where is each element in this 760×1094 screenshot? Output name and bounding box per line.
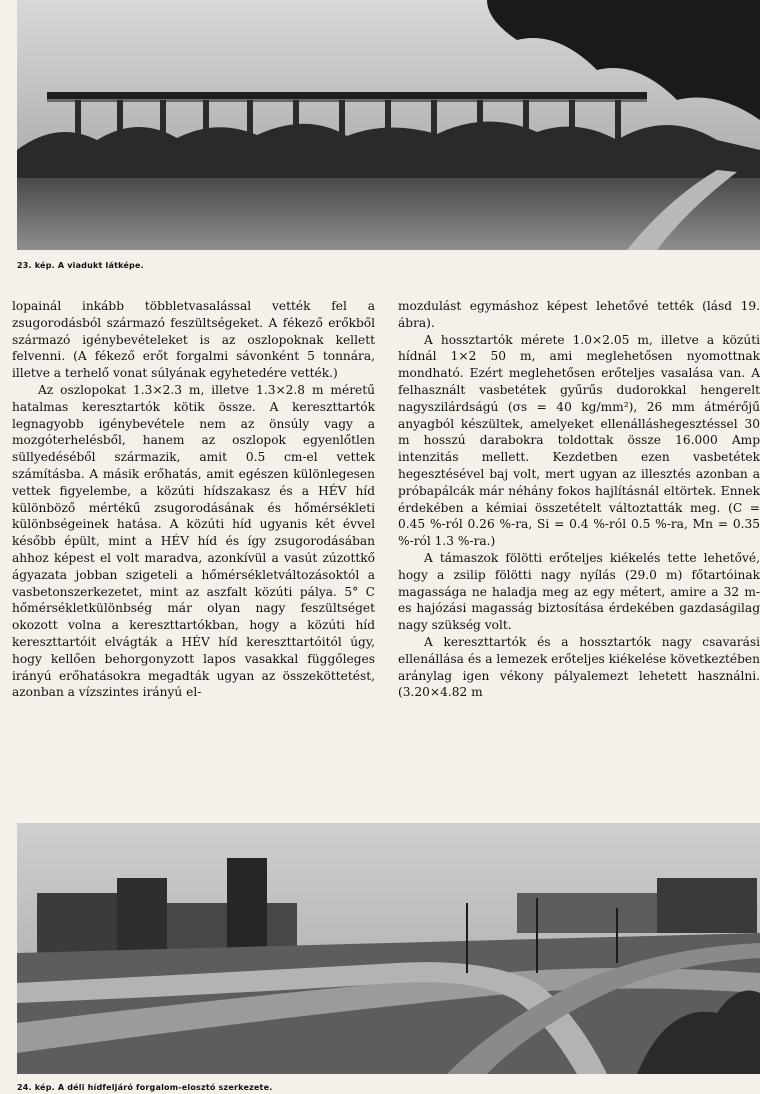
interchange-photo <box>17 823 760 1074</box>
paragraph: mozdulást egymáshoz képest lehetővé tették (lásd 19. ábra). <box>398 299 760 330</box>
figure-caption: 24. kép. A déli hídfeljáró forgalom-elosztó szerkezete. <box>17 1083 273 1092</box>
paragraph: Az oszlopokat 1.3×2.3 m, illetve 1.3×2.8 m méretű hatalmas keresztartók kötik össze. A kereszttartók legnagyobb igénybevétele nem az önsúly vagy a mozgóterhelésből, hanem az oszlopok egyenlőtlen süllyedéséből származik, amit 0.5 cm-el vettek számításba. A másik erőhatás, amit egészen különlegesen vettek figyelembe, a közúti hídszakasz és a HÉV híd különböző mértékű zsugorodásának és hőmérsékleti különbségeinek hatása. A közúti híd ugyanis két évvel később épült, mint a HÉV híd és így zsugorodásában ahhoz képest el volt maradva, azonkívül a vasút zúzottkő ágyazata jobban szigeteli a hőmérsékletváltozásoktól a vasbetonszerkezetet, mint az aszfalt közúti pálya. 5° C hőmérsékletkülönbség már olyan nagy feszültséget okozott volna a kereszttartókban, hogy a közúti híd kereszttartóit elvágták a HÉV híd kereszttartóitól úgy, hogy kellően behorgonyzott lapos vasakkal függőleges irányú erőhatásokra megadták ugyan az összeköttetést, azonban a vízszintes irányú el- <box>12 382 375 700</box>
paragraph: A támaszok fölötti erőteljes kiékelés tette lehetővé, hogy a zsilip fölötti nagy nyílás (29.0 m) főtartóinak magassága ne haladja meg az egy métert, amire a 32 m-es hajózási magasság biztosítása érdekében gazdaságilag nagy szükség volt. <box>398 550 760 633</box>
paragraph: A kereszttartók és a hossztartók nagy csavarási ellenállása és a lemezek erőteljes kiékelése következtében aránylag igen vékony pályalemezt lehetett használni. (3.20×4.82 m <box>398 634 760 700</box>
figure-caption: 23. kép. A viadukt látképe. <box>17 261 144 270</box>
right-text-column <box>398 298 760 701</box>
left-text-column <box>12 298 375 701</box>
paragraph: A hossztartók mérete 1.0×2.05 m, illetve a közúti hídnál 1×2 50 m, ami meglehetősen nyomottnak mondható. Ezért meglehetősen erőteljes vasalása van. A felhasznált vasbetétek gyűrűs dudorokkal hengerelt nagyszilárdságú (σs = 40 kg/mm²), 26 mm átmérőjű anyagból készültek, amelyeket ellenálláshegesztéssel 30 m hosszú darabokra toldottak össze 16.000 Amp intenzitás mellett. Kezdetben ezen vasbetétek hegesztésével baj volt, mert ugyan az illesztés azonban a próbapálcák már néhány fokos hajlításnál eltörtek. Ennek érdekében a kémiai összetételt változtatták meg. (C = 0.45 %-ról 0.26 %-ra, Si = 0.4 %-ról 0.5 %-ra, Mn = 0.35 %-ról 1.3 %-ra.) <box>398 332 760 549</box>
viaduct-photo <box>17 0 760 250</box>
paragraph: lopainál inkább többletvasalással vették fel a zsugorodásból származó feszültségeket. A fékező erőkből származó igénybevételeket is az oszlopoknak kellett felvenni. (A fékező erőt forgalmi sávonként 5 tonnára, illetve a terhelő vonat súlyának egyhetedére vették.) <box>12 299 375 381</box>
